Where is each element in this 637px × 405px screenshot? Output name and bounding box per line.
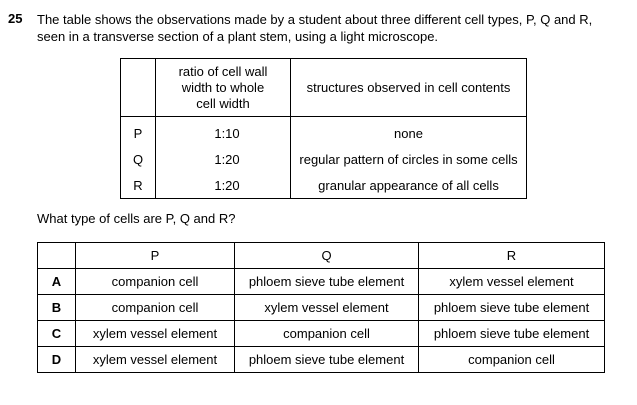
option-row-c[interactable]: [38, 321, 605, 347]
answer-options-table: [37, 242, 605, 373]
cell-structures: regular pattern of circles in some cells: [291, 146, 527, 172]
observation-row-r: [121, 172, 527, 199]
option-row-b[interactable]: [38, 295, 605, 321]
option-q: companion cell: [235, 321, 419, 347]
option-r: phloem sieve tube element: [419, 295, 605, 321]
cell-label: P: [121, 117, 156, 147]
observations-table: [120, 58, 527, 199]
cell-ratio: 1:20: [156, 172, 291, 199]
question-number: 25: [8, 11, 23, 26]
question-intro: [37, 11, 633, 45]
cell-ratio: 1:20: [156, 146, 291, 172]
observations-header-structures: structures observed in cell contents: [291, 59, 527, 117]
option-r: phloem sieve tube element: [419, 321, 605, 347]
ratio-header-line-1: ratio of cell wall: [178, 63, 268, 79]
options-header-r: R: [419, 243, 605, 269]
option-p: companion cell: [76, 295, 235, 321]
question-prompt: What type of cells are P, Q and R?: [37, 211, 236, 226]
cell-label: Q: [121, 146, 156, 172]
ratio-header-line-2: width to whole: [181, 79, 265, 95]
ratio-header-line-3: cell width: [196, 95, 250, 111]
observations-header-label: [121, 59, 156, 117]
option-r: companion cell: [419, 347, 605, 373]
option-p: xylem vessel element: [76, 347, 235, 373]
option-row-a[interactable]: [38, 269, 605, 295]
option-row-d[interactable]: [38, 347, 605, 373]
cell-ratio: 1:10: [156, 117, 291, 147]
cell-structures: granular appearance of all cells: [291, 172, 527, 199]
intro-line-2: seen in a transverse section of a plant stem, using a light microscope.: [37, 29, 439, 44]
option-p: xylem vessel element: [76, 321, 235, 347]
intro-line-1: The table shows the observations made by a student about three different cell types, P, Q and R,: [37, 12, 593, 27]
option-q: phloem sieve tube element: [235, 347, 419, 373]
options-header-p: P: [76, 243, 235, 269]
option-p: companion cell: [76, 269, 235, 295]
cell-structures: none: [291, 117, 527, 147]
option-key[interactable]: C: [38, 321, 76, 347]
options-header-q: Q: [235, 243, 419, 269]
observation-row-p: [121, 117, 527, 147]
observations-header-row: [121, 59, 527, 117]
options-header-key: [38, 243, 76, 269]
cell-label: R: [121, 172, 156, 199]
option-key[interactable]: B: [38, 295, 76, 321]
option-key[interactable]: A: [38, 269, 76, 295]
observation-row-q: [121, 146, 527, 172]
observations-header-ratio: [156, 59, 291, 117]
options-header-row: [38, 243, 605, 269]
option-r: xylem vessel element: [419, 269, 605, 295]
option-key[interactable]: D: [38, 347, 76, 373]
option-q: xylem vessel element: [235, 295, 419, 321]
option-q: phloem sieve tube element: [235, 269, 419, 295]
